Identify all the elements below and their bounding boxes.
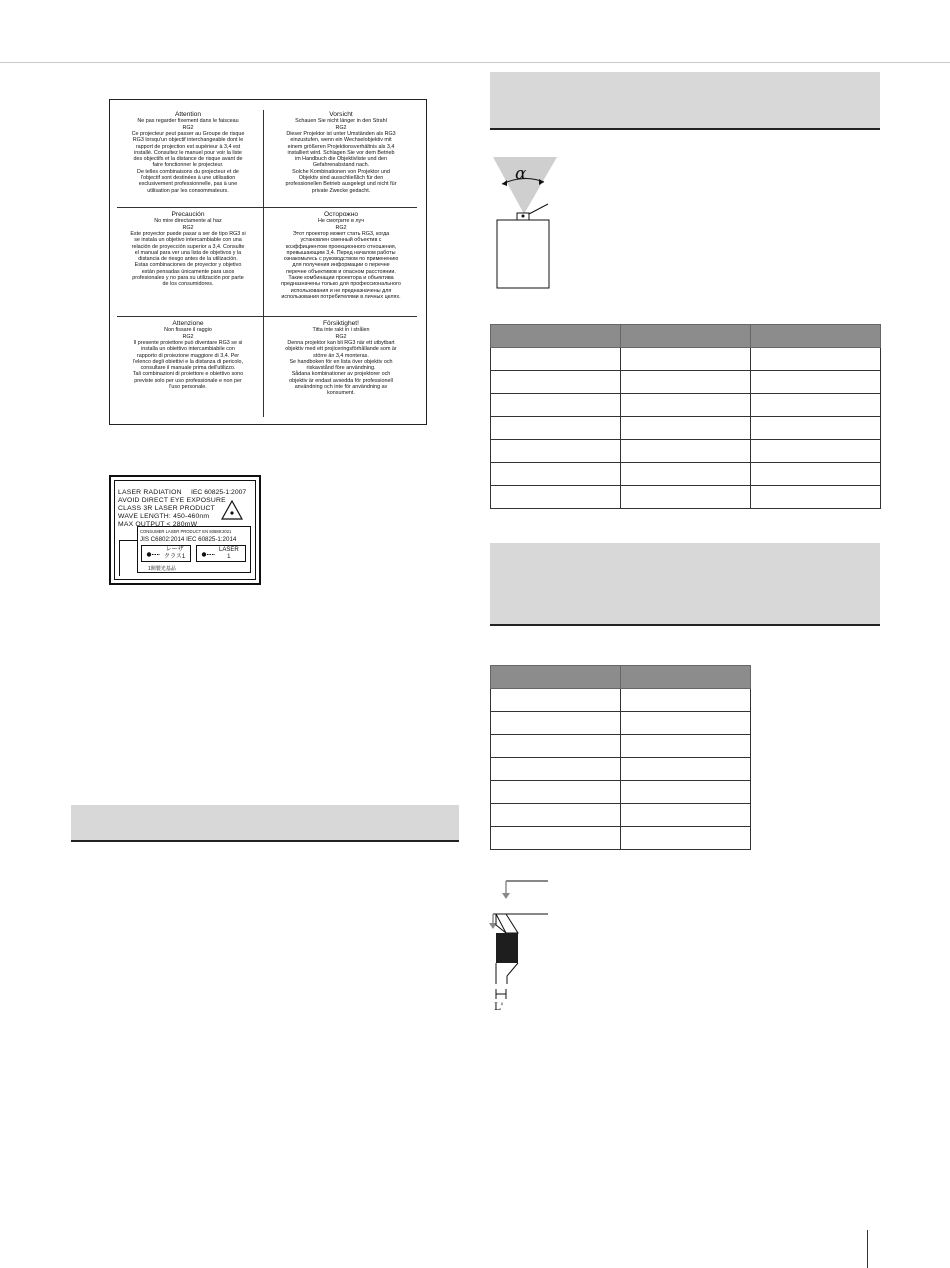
table-row xyxy=(491,417,881,440)
warning-cell-italian xyxy=(113,320,263,390)
table-cell xyxy=(620,735,751,758)
table-cell xyxy=(751,394,881,417)
table-cell xyxy=(491,735,621,758)
warning-cell-heading: Precaución xyxy=(171,211,205,218)
table-cell xyxy=(751,463,881,486)
warning-cell-heading: Försiktighet! xyxy=(323,320,359,327)
warning-cell-text: Non fissare il raggio RG2 Il presente proiettore può diventare RG3 se si installa un obiettivo intercambiabile con rapporto di proiezione maggiore di 3,4. Per l'elenco degli obiettivi e la distanza di pericolo, consultare il manuale prima dell'utilizzo. Tali combinazioni di proiettore e obiettivo sono previste solo per uso professionale e non per l'uso personale. xyxy=(132,327,244,391)
laser-class-label: LASER 1 xyxy=(219,547,239,560)
warning-cell-russian xyxy=(266,211,416,300)
angle-symbol: α xyxy=(515,164,527,184)
warning-cell-heading: Attenzione xyxy=(172,320,204,327)
laser-label-text: LASER RADIATION AVOID DIRECT EYE EXPOSURE CLASS 3R LASER PRODUCT WAVE LENGTH: 450-460nm MAX OUTPUT < 280mW xyxy=(118,489,226,528)
laser-warning-icon xyxy=(221,500,243,520)
table-cell xyxy=(751,371,881,394)
section-heading-band xyxy=(490,72,880,128)
warning-cell-swedish xyxy=(266,320,416,397)
warning-cell-text: Не смотрите в луч RG2 Этот проектор может стать RG3, когда установлен сменный объектив с коэффициентом проекционного отношения, превышающим 3,4. Перед началом работы ознакомьтесь с руководством по применению для получения информации о перечне перечне объективов и опасном расстоянии. Такие комбинации проектора и объектива предназначены только для профессионального использования и не предназначены для использования потребителями в личных целях. xyxy=(281,218,401,300)
table-row xyxy=(491,781,751,804)
section-heading-band xyxy=(490,543,880,624)
table-cell xyxy=(620,348,751,371)
table-cell xyxy=(751,348,881,371)
warning-cell-heading: Vorsicht xyxy=(329,111,353,118)
table-cell xyxy=(491,804,621,827)
laser-label-step-line xyxy=(119,540,138,576)
warning-label-divider xyxy=(117,316,417,317)
table-cell xyxy=(620,781,751,804)
laser-standards: JIS C6802:2014 IEC 60825-1:2014 xyxy=(140,536,237,543)
laser-consumer-title: CONSUMER LASER PRODUCT EN 50689:2021 xyxy=(140,529,232,534)
table-row xyxy=(491,758,751,781)
table-cell xyxy=(491,827,621,850)
table-cell xyxy=(620,758,751,781)
table-cell xyxy=(620,440,751,463)
warning-cell-text: Ne pas regarder fixement dans le faisceau RG2 Ce projecteur peut passer au Groupe de risque RG3 lorsqu'un objectif interchangeable dont le rapport de projection est supérieur à 3,4 est installé. Consultez le manuel pour voir la liste des objectifs et la distance de risque avant de faire fonctionner le projecteur. De telles combinaisons du projecteur et de l'objectif sont destinées à une utilisation exclusivement professionnelle, pas à une utilisation par les consommateurs. xyxy=(131,118,245,194)
table-row xyxy=(491,486,881,509)
warning-cell-french xyxy=(113,111,263,194)
table-cell xyxy=(751,440,881,463)
warning-label-divider xyxy=(117,207,417,208)
warning-cell-text: Titta inte rakt in i strålen RG2 Denna projektor kan bli RG3 när ett utbytbart objektiv med ett projiceringsförhållande som är större än 3,4 monteras. Se handboken för en lista över objektiv och riskavstånd före användning. Sådana kombinationer av projektorer och objektiv är endast avsedda för professionell användning och inte för användning av konsument. xyxy=(285,327,397,397)
table-header-cell xyxy=(620,325,751,348)
warning-cell-text: No mire directamente al haz RG2 Este proyector puede pasar a ser de tipo RG3 si se instala un objetivo intercambiable con una relación de proyección superior a 3,4. Consulte el manual para ver una lista de objetivos y la distancia de riesgo antes de la utilización. Estas combinaciones de proyector y objetivo están pensadas únicamente para usos profesionales y no para su utilización por parte de los consumidores. xyxy=(130,218,246,288)
section-heading-rule xyxy=(490,624,880,626)
table-row xyxy=(491,689,751,712)
data-table xyxy=(490,665,751,850)
table-header-cell xyxy=(751,325,881,348)
lens-distance-diagram xyxy=(485,875,555,1005)
laser-beam-icon xyxy=(145,550,161,559)
laser-label-iec: IEC 60825-1:2007 xyxy=(191,489,247,496)
laser-note-jp: 1開製光基品 xyxy=(148,566,176,572)
laser-class-jp: レーザ クラス1 xyxy=(164,547,186,560)
table-row xyxy=(491,827,751,850)
table-cell xyxy=(491,440,621,463)
table-cell xyxy=(491,417,621,440)
table-cell xyxy=(620,827,751,850)
section-heading-rule xyxy=(490,128,880,130)
table-cell xyxy=(491,463,621,486)
table-row xyxy=(491,463,881,486)
table-cell xyxy=(620,804,751,827)
table-row xyxy=(491,735,751,758)
table-row xyxy=(491,348,881,371)
table-row xyxy=(491,371,881,394)
table-cell xyxy=(491,348,621,371)
table-cell xyxy=(491,371,621,394)
laser-class-box xyxy=(196,545,246,562)
table-row xyxy=(491,394,881,417)
table-cell xyxy=(491,758,621,781)
section-heading-band xyxy=(71,805,459,840)
section-heading-rule xyxy=(71,840,459,842)
table-cell xyxy=(620,417,751,440)
table-cell xyxy=(491,712,621,735)
table-row xyxy=(491,440,881,463)
laser-class-box-jp xyxy=(141,545,191,562)
table-row xyxy=(491,712,751,735)
table-cell xyxy=(620,689,751,712)
warning-cell-german xyxy=(266,111,416,194)
warning-label-divider xyxy=(263,110,264,417)
warning-cell-heading: Attention xyxy=(174,111,202,118)
laser-beam-icon xyxy=(200,550,216,559)
table-cell xyxy=(751,417,881,440)
table-header-cell xyxy=(620,666,751,689)
warning-cell-heading: Осторожно xyxy=(323,211,359,218)
table-cell xyxy=(620,486,751,509)
table-cell xyxy=(620,371,751,394)
table-cell xyxy=(751,486,881,509)
distance-symbol: L' xyxy=(494,1002,504,1013)
table-cell xyxy=(620,712,751,735)
table-cell xyxy=(620,394,751,417)
table-row xyxy=(491,804,751,827)
data-table xyxy=(490,324,881,509)
table-cell xyxy=(491,486,621,509)
table-cell xyxy=(491,394,621,417)
table-header-cell xyxy=(491,666,621,689)
warning-cell-spanish xyxy=(113,211,263,288)
table-header-cell xyxy=(491,325,621,348)
table-cell xyxy=(491,781,621,804)
table-cell xyxy=(620,463,751,486)
page-edge-mark xyxy=(867,1230,868,1268)
top-rule xyxy=(0,62,950,63)
table-cell xyxy=(491,689,621,712)
warning-cell-text: Schauen Sie nicht länger in den Strahl RG2 Dieser Projektor ist unter Umständen als RG3 einzustufen, wenn ein Wechselobjektiv mit einem größeren Projektionsverhältnis als 3,4 installiert wird. Schlagen Sie vor dem Betrieb im Handbuch die Objektivliste und den Gefahrenabstand nach. Solche Kombinationen von Projektor und Objektiv sind ausschließlich für den professionellen Betrieb ausgelegt und nicht für private Zwecke gedacht. xyxy=(285,118,397,194)
